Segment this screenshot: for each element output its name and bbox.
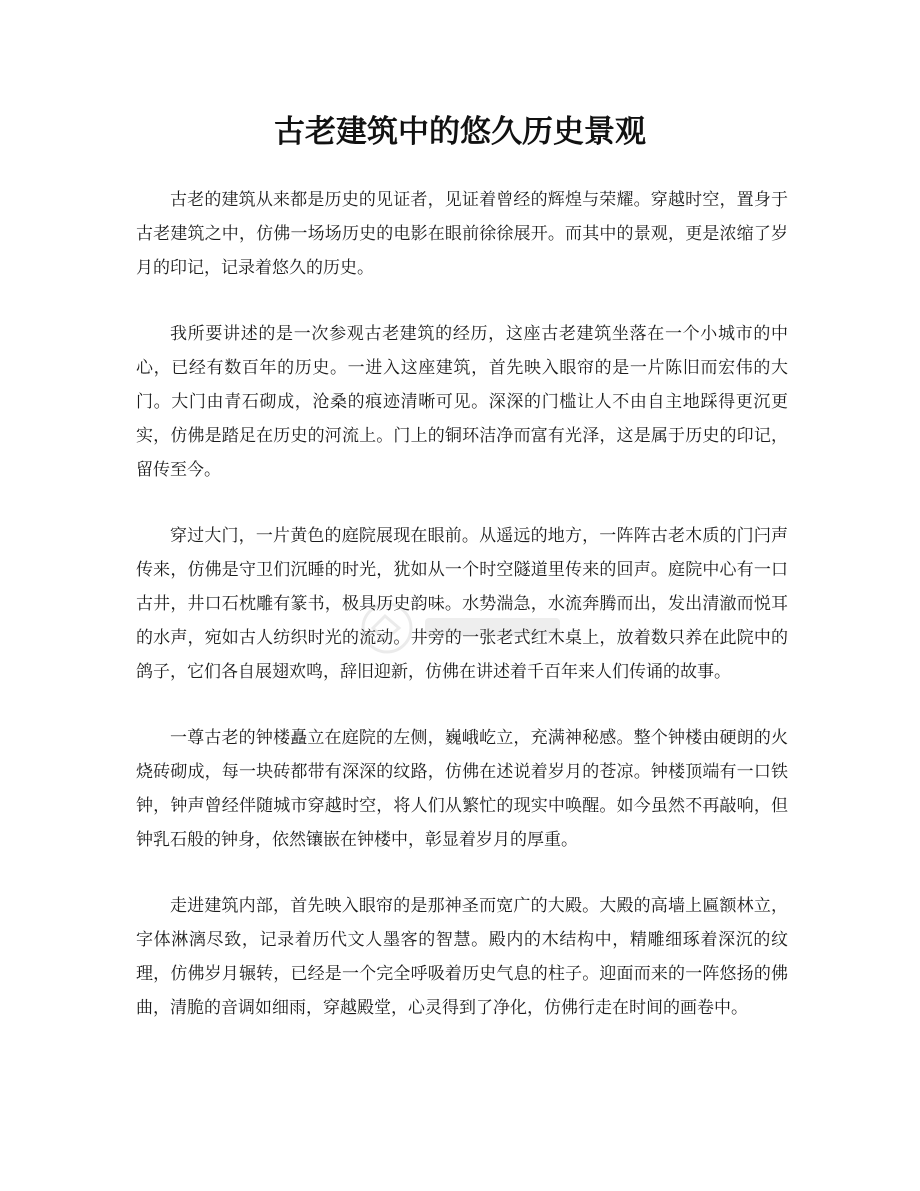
document-title: 古老建筑中的悠久历史景观 xyxy=(274,114,646,150)
paragraph-5: 走进建筑内部，首先映入眼帘的是那神圣而宽广的大殿。大殿的高墙上匾额林立，字体淋漓尽致，记录着历代文人墨客的智慧。殿内的木结构中，精雕细琢着深沉的纹理，仿佛岁月辗转，已经是一个完全呼吸着历史气息的柱子。迎面而来的一阵悠扬的佛曲，清脆的音调如细雨，穿越殿堂，心灵得到了净化，仿佛行走在时间的画卷中。 xyxy=(136,896,788,1018)
paragraph-3: 穿过大门，一片黄色的庭院展现在眼前。从遥远的地方，一阵阵古老木质的门闩声传来，仿佛是守卫们沉睡的时光，犹如从一个时空隧道里传来的回声。庭院中心有一口古井，井口石枕雕有篆书，极具历史韵味。水势湍急，水流奔腾而出，发出清澈而悦耳的水声，宛如古人纺织时光的流动。井旁的一张老式红木桌上，放着数只养在此院中的鸽子，它们各自展翅欢鸣，辞旧迎新，仿佛在讲述着千百年来人们传诵的故事。 xyxy=(136,526,788,682)
paragraph-4: 一尊古老的钟楼矗立在庭院的左侧，巍峨屹立，充满神秘感。整个钟楼由硬朗的火烧砖砌成，每一块砖都带有深深的纹路，仿佛在述说着岁月的苍凉。钟楼顶端有一口铁钟，钟声曾经伴随城市穿越时空，将人们从繁忙的现实中唤醒。如今虽然不再敲响，但钟乳石般的钟身，依然镶嵌在钟楼中，彰显着岁月的厚重。 xyxy=(136,728,788,850)
paragraph-1: 古老的建筑从来都是历史的见证者，见证着曾经的辉煌与荣耀。穿越时空，置身于古老建筑之中，仿佛一场场历史的电影在眼前徐徐展开。而其中的景观，更是浓缩了岁月的印记，记录着悠久的历史。 xyxy=(136,190,788,278)
watermark-logo xyxy=(355,593,575,663)
paragraph-2: 我所要讲述的是一次参观古老建筑的经历，这座古老建筑坐落在一个小城市的中心，已经有数百年的历史。一进入这座建筑，首先映入眼帘的是一片陈旧而宏伟的大门。大门由青石砌成，沧桑的痕迹清晰可见。深深的门槛让人不由自主地踩得更沉更实，仿佛是踏足在历史的河流上。门上的铜环洁净而富有光泽，这是属于历史的印记，留传至今。 xyxy=(136,324,788,480)
